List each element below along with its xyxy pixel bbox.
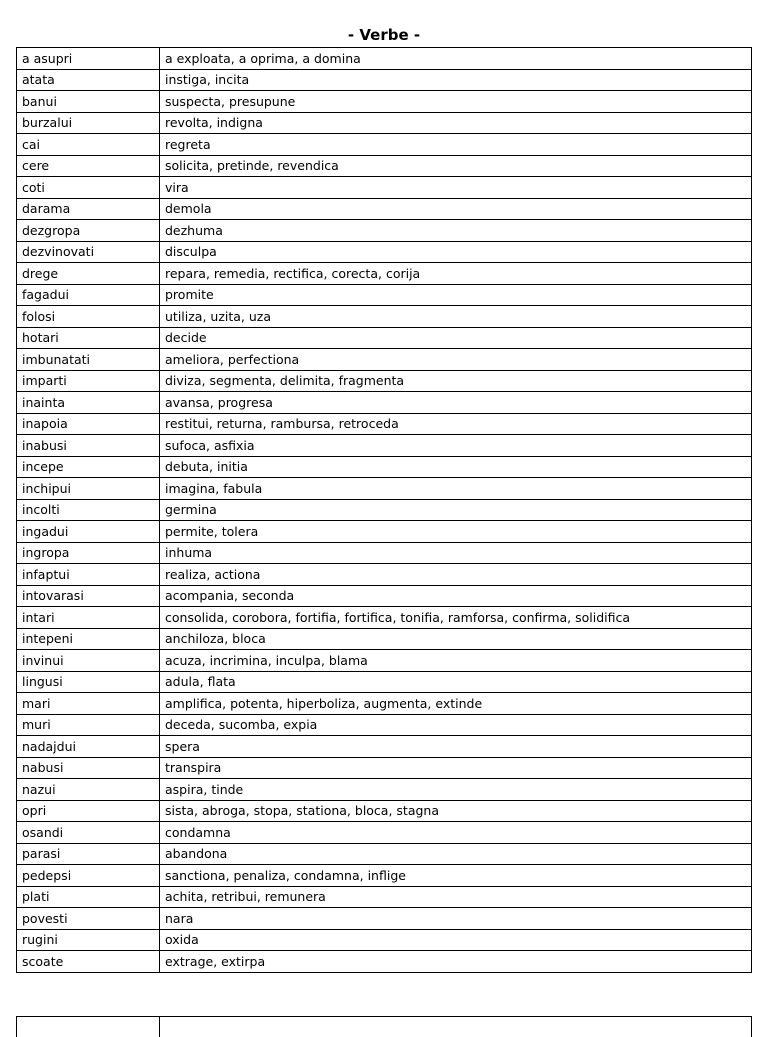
word-cell: cai [17, 134, 160, 156]
next-table-partial [16, 1016, 752, 1037]
synonyms-cell: regreta [160, 134, 752, 156]
word-cell: parasi [17, 843, 160, 865]
table-row [17, 1017, 752, 1037]
table-row [17, 392, 752, 414]
word-cell: mari [17, 693, 160, 715]
synonyms-cell: sufoca, asfixia [160, 435, 752, 457]
word-cell: intepeni [17, 628, 160, 650]
table-row [17, 349, 752, 371]
word-cell [17, 1017, 160, 1037]
synonyms-cell: revolta, indigna [160, 112, 752, 134]
synonyms-cell: condamna [160, 822, 752, 844]
word-cell: intovarasi [17, 585, 160, 607]
table-row [17, 714, 752, 736]
table-row [17, 757, 752, 779]
verb-synonym-table-body [17, 48, 752, 973]
word-cell: dezgropa [17, 220, 160, 242]
synonyms-cell: dezhuma [160, 220, 752, 242]
word-cell: dezvinovati [17, 241, 160, 263]
word-cell: incepe [17, 456, 160, 478]
word-cell: plati [17, 886, 160, 908]
synonyms-cell: debuta, initia [160, 456, 752, 478]
synonyms-cell: acuza, incrimina, inculpa, blama [160, 650, 752, 672]
synonyms-cell: vira [160, 177, 752, 199]
synonyms-cell: nara [160, 908, 752, 930]
word-cell: drege [17, 263, 160, 285]
word-cell: fagadui [17, 284, 160, 306]
table-row [17, 284, 752, 306]
table-row [17, 585, 752, 607]
table-row [17, 413, 752, 435]
word-cell: hotari [17, 327, 160, 349]
table-row [17, 435, 752, 457]
table-row [17, 241, 752, 263]
synonyms-cell: anchiloza, bloca [160, 628, 752, 650]
word-cell: a asupri [17, 48, 160, 70]
table-row [17, 865, 752, 887]
synonyms-cell: a exploata, a oprima, a domina [160, 48, 752, 70]
table-row [17, 542, 752, 564]
synonyms-cell: inhuma [160, 542, 752, 564]
table-row [17, 478, 752, 500]
word-cell: pedepsi [17, 865, 160, 887]
synonyms-cell: spera [160, 736, 752, 758]
synonyms-cell: acompania, seconda [160, 585, 752, 607]
word-cell: opri [17, 800, 160, 822]
synonyms-cell: instiga, incita [160, 69, 752, 91]
table-row [17, 564, 752, 586]
word-cell: intari [17, 607, 160, 629]
table-row [17, 908, 752, 930]
table-row [17, 306, 752, 328]
word-cell: folosi [17, 306, 160, 328]
table-row [17, 886, 752, 908]
word-cell: coti [17, 177, 160, 199]
word-cell: imparti [17, 370, 160, 392]
synonyms-cell: ameliora, perfectiona [160, 349, 752, 371]
synonyms-cell: realiza, actiona [160, 564, 752, 586]
synonyms-cell: transpira [160, 757, 752, 779]
synonyms-cell: aspira, tinde [160, 779, 752, 801]
table-row [17, 736, 752, 758]
word-cell: inabusi [17, 435, 160, 457]
table-row [17, 69, 752, 91]
word-cell: banui [17, 91, 160, 113]
synonyms-cell: promite [160, 284, 752, 306]
table-row [17, 929, 752, 951]
word-cell: burzalui [17, 112, 160, 134]
table-row [17, 607, 752, 629]
synonyms-cell: disculpa [160, 241, 752, 263]
table-row [17, 951, 752, 973]
word-cell: muri [17, 714, 160, 736]
word-cell: osandi [17, 822, 160, 844]
table-row [17, 48, 752, 70]
word-cell: nazui [17, 779, 160, 801]
synonyms-cell: avansa, progresa [160, 392, 752, 414]
word-cell: scoate [17, 951, 160, 973]
word-cell: inapoia [17, 413, 160, 435]
synonyms-cell: sista, abroga, stopa, stationa, bloca, stagna [160, 800, 752, 822]
table-row [17, 177, 752, 199]
table-row [17, 499, 752, 521]
synonyms-cell: sanctiona, penaliza, condamna, inflige [160, 865, 752, 887]
synonyms-cell [160, 1017, 752, 1037]
synonyms-cell: repara, remedia, rectifica, corecta, corija [160, 263, 752, 285]
synonyms-cell: diviza, segmenta, delimita, fragmenta [160, 370, 752, 392]
synonyms-cell: demola [160, 198, 752, 220]
table-row [17, 112, 752, 134]
synonyms-cell: consolida, corobora, fortifia, fortifica, tonifia, ramforsa, confirma, solidifica [160, 607, 752, 629]
word-cell: cere [17, 155, 160, 177]
word-cell: nadajdui [17, 736, 160, 758]
synonyms-cell: permite, tolera [160, 521, 752, 543]
synonyms-cell: adula, flata [160, 671, 752, 693]
synonyms-cell: restitui, returna, rambursa, retroceda [160, 413, 752, 435]
synonyms-cell: solicita, pretinde, revendica [160, 155, 752, 177]
table-row [17, 220, 752, 242]
word-cell: ingadui [17, 521, 160, 543]
synonyms-cell: abandona [160, 843, 752, 865]
table-row [17, 693, 752, 715]
word-cell: inainta [17, 392, 160, 414]
word-cell: ingropa [17, 542, 160, 564]
table-row [17, 822, 752, 844]
table-row [17, 843, 752, 865]
synonyms-cell: utiliza, uzita, uza [160, 306, 752, 328]
word-cell: infaptui [17, 564, 160, 586]
synonyms-cell: decide [160, 327, 752, 349]
table-row [17, 327, 752, 349]
table-row [17, 628, 752, 650]
word-cell: darama [17, 198, 160, 220]
page-title: - Verbe - [0, 25, 768, 45]
word-cell: atata [17, 69, 160, 91]
word-cell: povesti [17, 908, 160, 930]
word-cell: invinui [17, 650, 160, 672]
table-row [17, 650, 752, 672]
table-row [17, 800, 752, 822]
synonyms-cell: oxida [160, 929, 752, 951]
table-row [17, 521, 752, 543]
word-cell: rugini [17, 929, 160, 951]
table-row [17, 779, 752, 801]
synonyms-cell: amplifica, potenta, hiperboliza, augmenta, extinde [160, 693, 752, 715]
synonyms-cell: imagina, fabula [160, 478, 752, 500]
word-cell: lingusi [17, 671, 160, 693]
word-cell: imbunatati [17, 349, 160, 371]
synonyms-cell: deceda, sucomba, expia [160, 714, 752, 736]
verb-synonym-table [16, 47, 752, 973]
synonyms-cell: achita, retribui, remunera [160, 886, 752, 908]
table-row [17, 91, 752, 113]
table-row [17, 134, 752, 156]
synonyms-cell: suspecta, presupune [160, 91, 752, 113]
table-row [17, 198, 752, 220]
synonyms-cell: germina [160, 499, 752, 521]
word-cell: incolti [17, 499, 160, 521]
synonyms-cell: extrage, extirpa [160, 951, 752, 973]
word-cell: nabusi [17, 757, 160, 779]
table-row [17, 263, 752, 285]
table-row [17, 456, 752, 478]
table-row [17, 671, 752, 693]
table-row [17, 155, 752, 177]
word-cell: inchipui [17, 478, 160, 500]
table-row [17, 370, 752, 392]
